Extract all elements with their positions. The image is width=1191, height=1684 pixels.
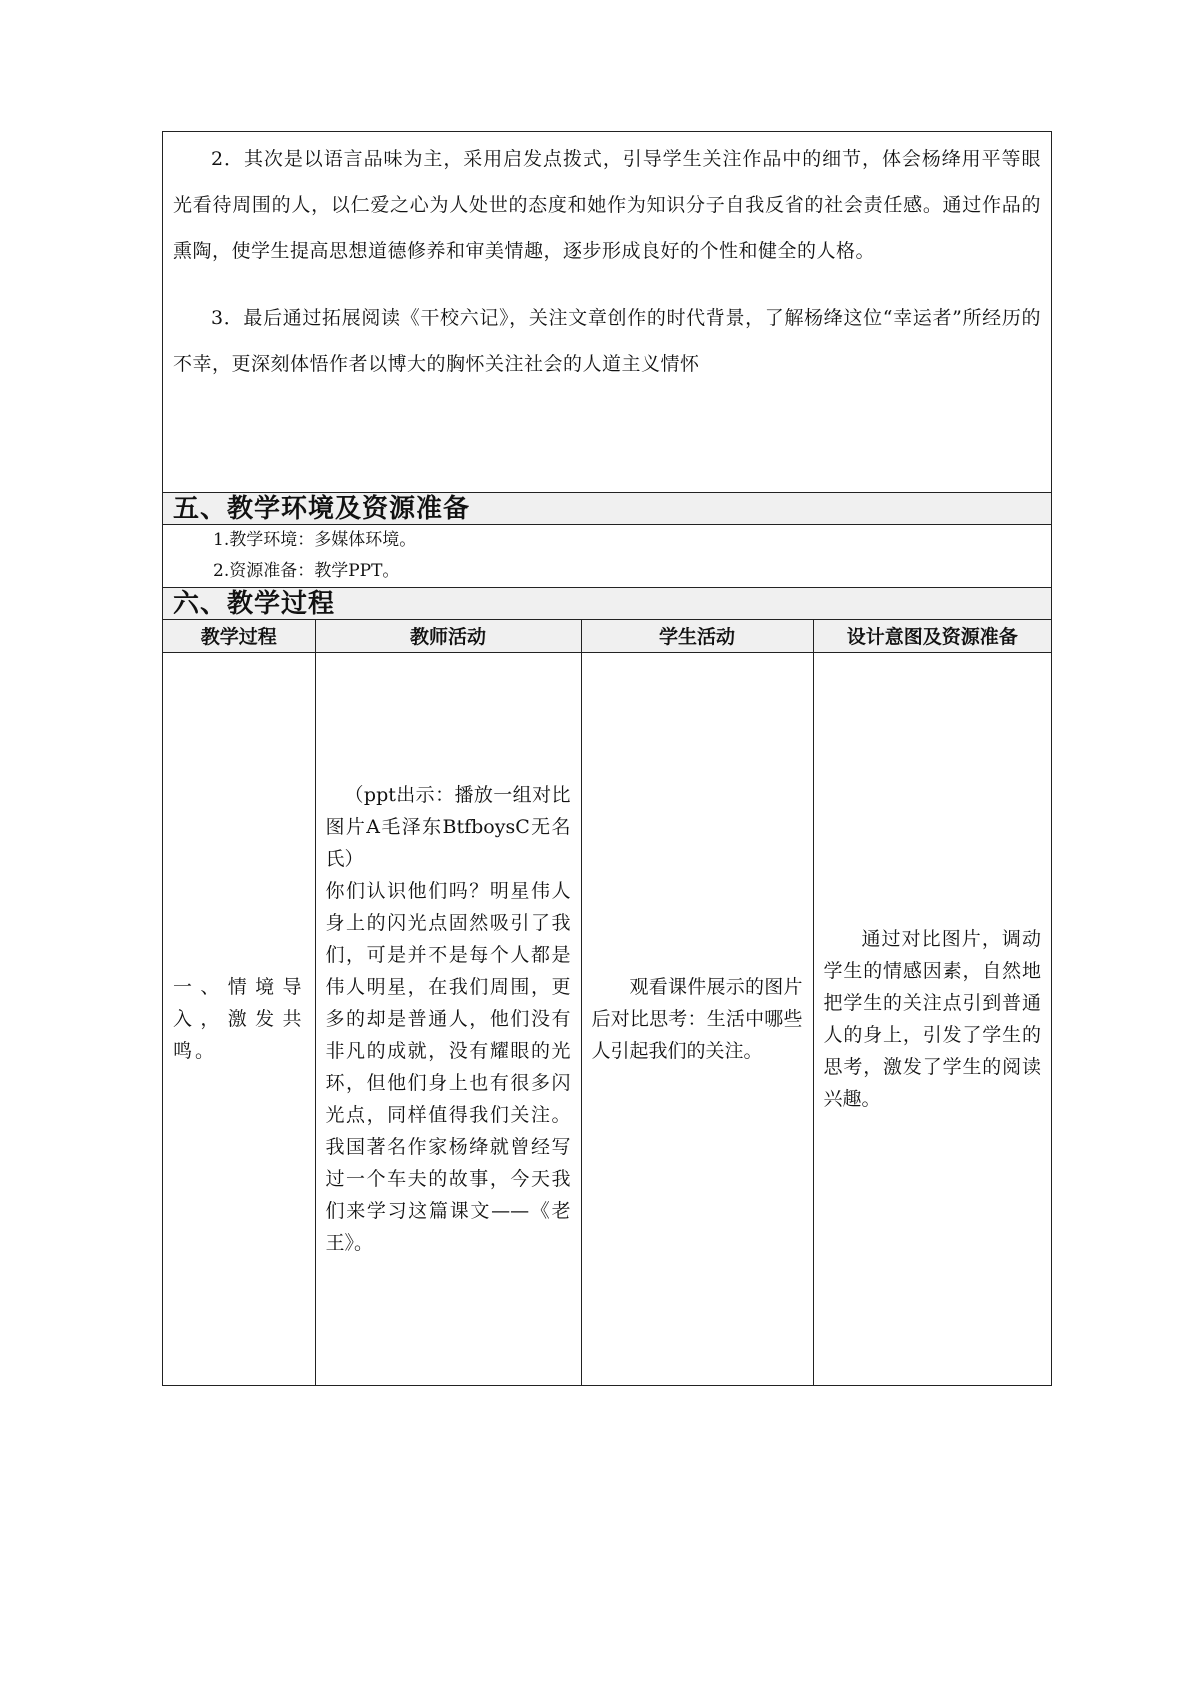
- stage-text: 一、情境导入，激发共鸣。: [173, 975, 305, 1062]
- objectives-cell: [163, 132, 1051, 493]
- design-intent: 通过对比图片，调动学生的情感因素，自然地把学生的关注点引到普通人的身上，引发了学生的思考，激发了学生的阅读兴趣。: [823, 927, 1041, 1110]
- design-cell: [813, 652, 1051, 1385]
- environment-item: 1.教学环境：多媒体环境。: [213, 530, 417, 550]
- process-table-header-row: [163, 620, 1051, 652]
- column-header-student: 学生活动: [581, 620, 813, 652]
- teacher-activity-intro: （ppt出示：播放一组对比图片A毛泽东BtfboysC无名氏）: [325, 783, 571, 870]
- objective-paragraph-3: 3．最后通过拓展阅读《干校六记》，关注文章创作的时代背景，了解杨绛这位“幸运者”所经历的不幸，更深刻体悟作者以博大的胸怀关注社会的人道主义情怀: [173, 307, 1041, 375]
- column-header-design: 设计意图及资源准备: [813, 620, 1051, 652]
- lesson-plan-table: [162, 131, 1052, 1386]
- column-header-stage: 教学过程: [163, 620, 315, 652]
- column-header-teacher: 教师活动: [315, 620, 581, 652]
- objective-paragraph-2: 2．其次是以语言品味为主，采用启发点拨式，引导学生关注作品中的细节，体会杨绛用平等眼光看待周围的人，以仁爱之心为人处世的态度和她作为知识分子自我反省的社会责任感。通过作品的熏陶，使学生提高思想道德修养和审美情趣，逐步形成良好的个性和健全的人格。: [173, 148, 1041, 262]
- teacher-cell: [315, 652, 581, 1385]
- environment-block: [163, 525, 1051, 588]
- table-row: [163, 652, 1051, 1385]
- stage-cell: [163, 652, 315, 1385]
- student-cell: [581, 652, 813, 1385]
- teacher-activity: [316, 779, 581, 1259]
- teacher-activity-body: 你们认识他们吗？明星伟人身上的闪光点固然吸引了我们，可是并不是每个人都是伟人明星，在我们周围，更多的却是普通人，他们没有非凡的成就，没有耀眼的光环，但他们身上也有很多闪光点，同样值得我们关注。我国著名作家杨绛就曾经写过一个车夫的故事，今天我们来学习这篇课文——《老王》。: [325, 879, 571, 1254]
- process-table: [163, 620, 1051, 1385]
- resource-item: 2.资源准备：教学PPT。: [213, 561, 400, 581]
- section-5-heading: 五、教学环境及资源准备: [163, 493, 1051, 525]
- student-activity: 观看课件展示的图片后对比思考：生活中哪些人引起我们的关注。: [591, 975, 803, 1062]
- section-6-heading: 六、教学过程: [163, 588, 1051, 620]
